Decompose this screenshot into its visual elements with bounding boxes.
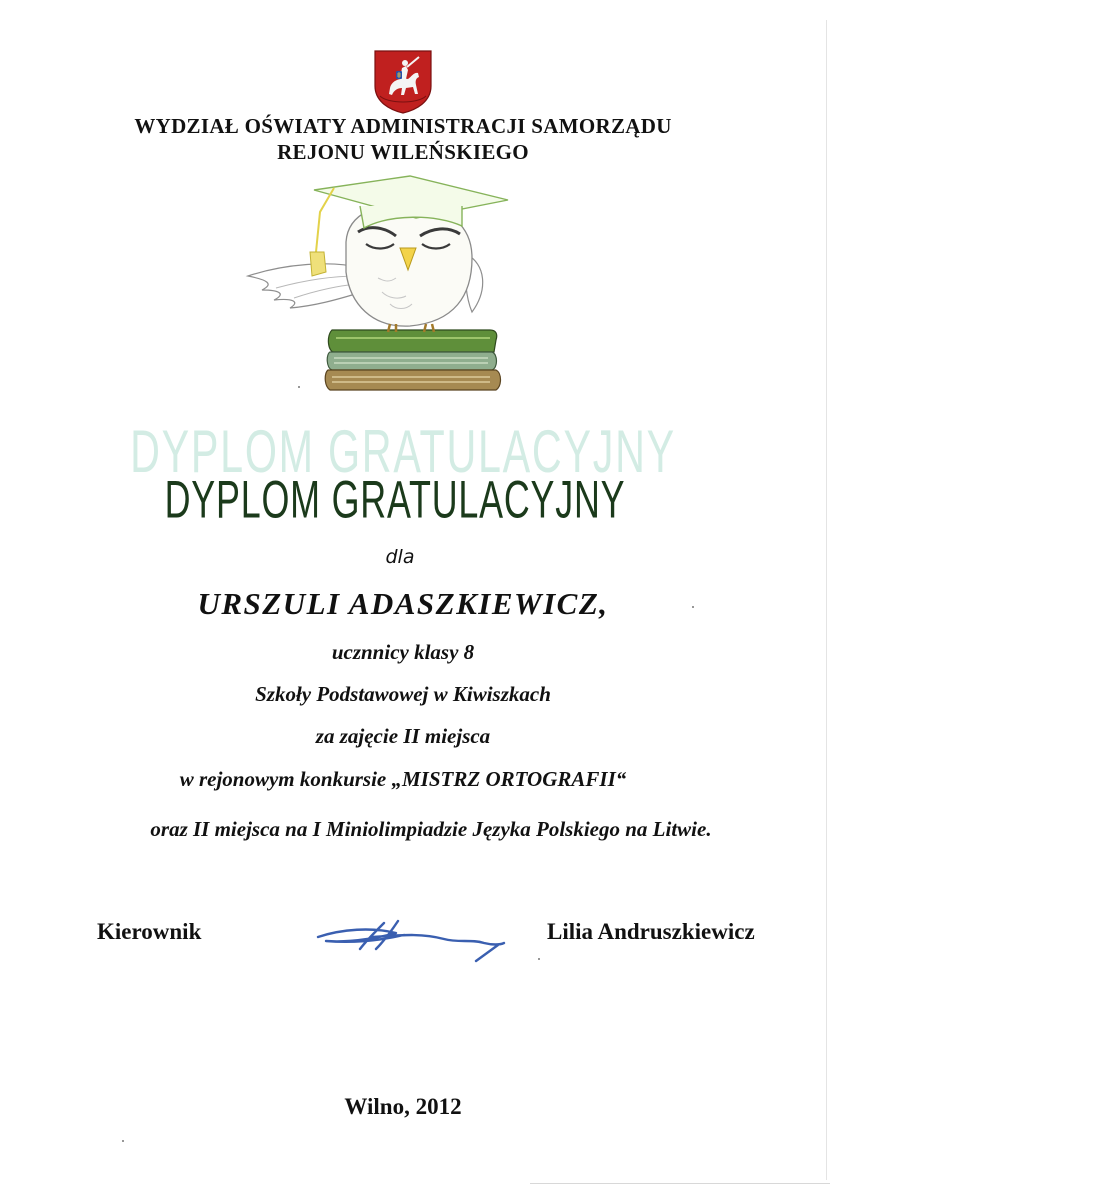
issuer-line-1: WYDZIAŁ OŚWIATY ADMINISTRACJI SAMORZĄDU: [134, 114, 672, 138]
place-and-date: Wilno, 2012: [344, 1094, 462, 1119]
award-olympiad: oraz II miejsca na I Miniolimpiadzie Języka Polskiego na Litwie.: [150, 817, 712, 841]
coat-of-arms-icon: [372, 48, 434, 114]
award-contest: w rejonowym konkursie „MISTRZ ORTOGRAFII“: [179, 767, 627, 791]
signatory-role: Kierownik: [97, 919, 202, 944]
scan-speck: [122, 1140, 124, 1142]
issuer-line-2: REJONU WILEŃSKIEGO: [277, 140, 529, 164]
for-label: dla: [385, 546, 415, 568]
award-place: za zajęcie II miejsca: [315, 724, 491, 748]
page-edge-line: [826, 20, 827, 1180]
diploma-title-shadow: DYPLOM GRATULACYJNY: [130, 419, 676, 486]
scan-speck: [538, 958, 540, 960]
scan-edge-line: [530, 1183, 830, 1184]
recipient-school: Szkoły Podstawowej w Kiwiszkach: [255, 682, 551, 706]
recipient-name: URSZULI ADASZKIEWICZ,: [197, 586, 609, 621]
owl-on-books-illustration: [240, 172, 520, 394]
signatory-name: Lilia Andruszkiewicz: [547, 919, 755, 944]
recipient-class: ucznnicy klasy 8: [331, 640, 475, 664]
handwritten-signature: [312, 915, 512, 965]
diploma-title: DYPLOM GRATULACYJNY: [164, 469, 626, 529]
